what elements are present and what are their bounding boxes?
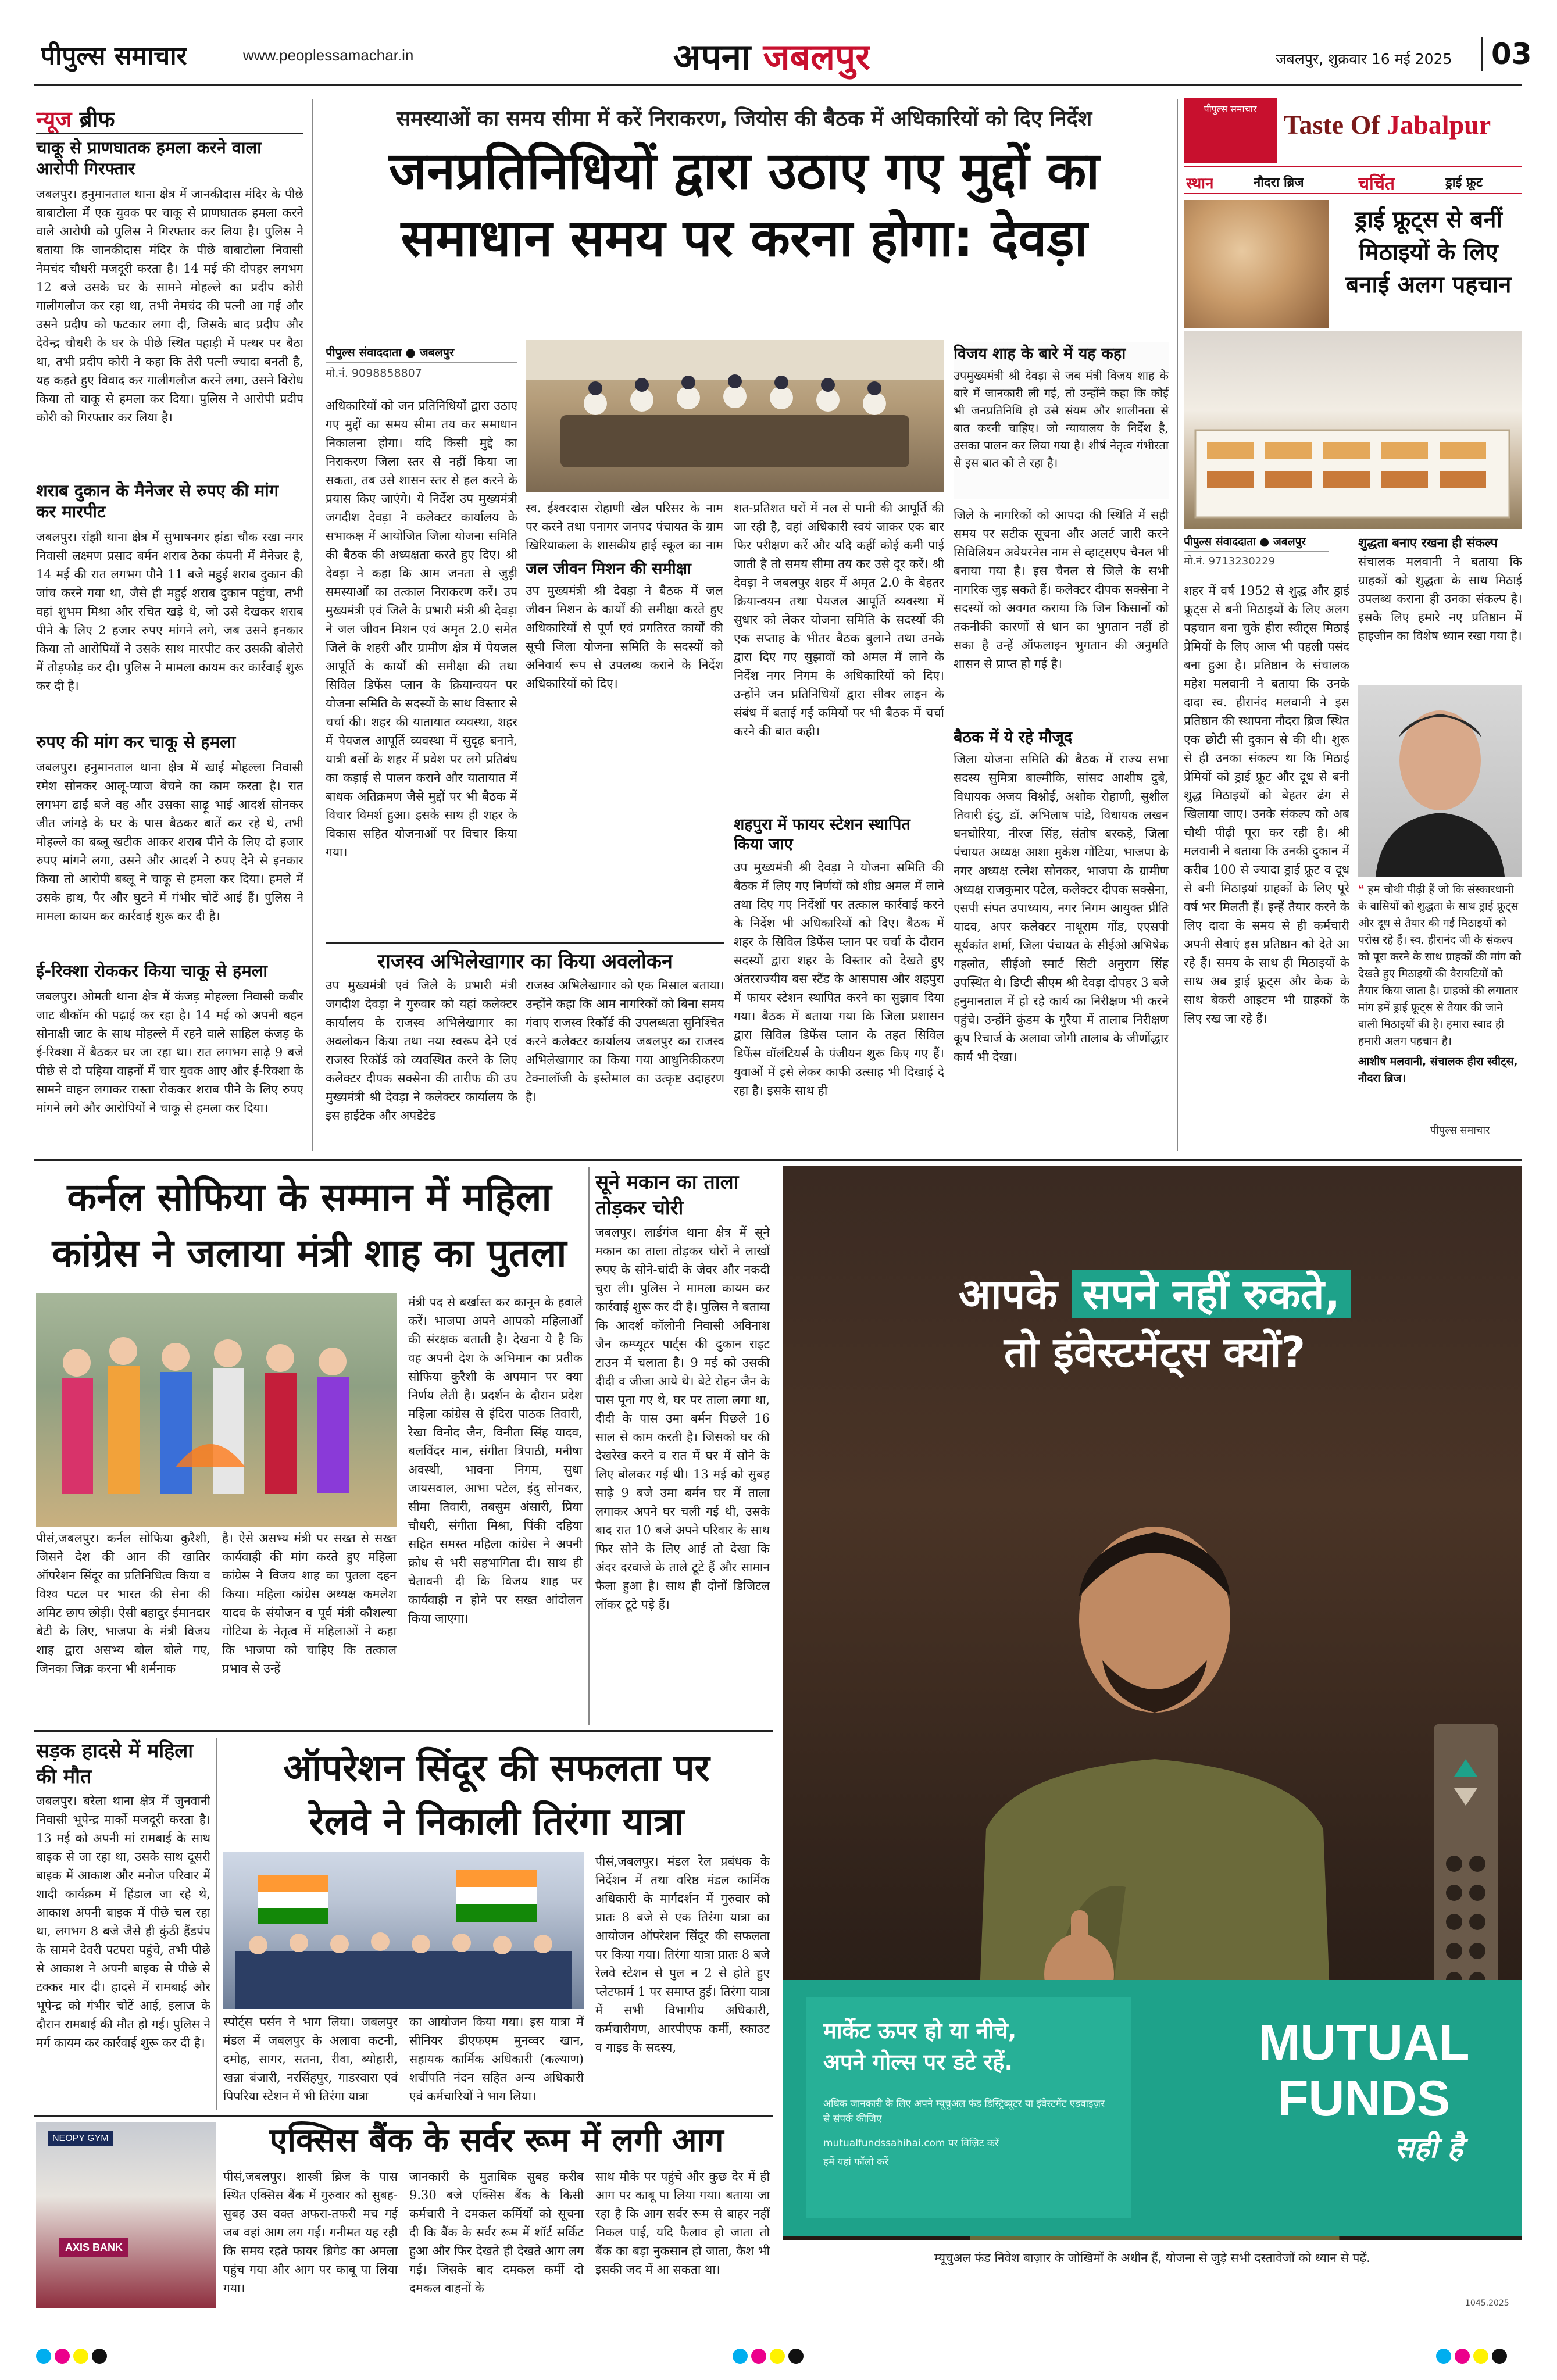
brief-item: [36, 731, 303, 963]
taste-logo-box: [1184, 98, 1277, 163]
ad-brand3: सही है: [1394, 2130, 1463, 2164]
brief-item: [36, 480, 303, 734]
sofia-col-2: है। ऐसे असभ्य मंत्री पर सख्त से सख्त कार्यवाही की मांग करते हुए महिला कांग्रेस ने विजय शाह का पुतला दहन किया। महिला कांग्रेस अध्यक्ष कमलेश यादव के संयोजन व पूर्व मंत्री कौशल्या गोटिया के नेतृत्व में महिलाओं ने कहा कि भाजपा को चाहिए कि तत्काल प्रभाव से उन्हें: [222, 1531, 397, 1675]
brief-item: [36, 960, 303, 1173]
taste-subhead: शुद्धता बनाए रखना ही संकल्प: [1358, 536, 1498, 551]
sofia-col-1: पीसं,जबलपुर। कर्नल सोफिया कुरैशी, जिसने देश की आन की खातिर ऑपरेशन सिंदूर का प्रतिनिधित्व किया व विश्व पटल पर भारत की सेना की अमिट छाप छोड़ी। ऐसी बहादुर ईमानदार बेटी के लिए, भाजपा के मंत्री विजय शाह द्वारा असभ्य बोल बोले गए, जिनका जिक्र करना भी शर्मनाक: [36, 1531, 210, 1675]
brief-label-a: न्यूज: [36, 106, 72, 132]
subhead-baithak: बैठक में ये रहे मौजूद: [954, 728, 1073, 746]
revenue-col-2: राजस्व अभिलेखागार को एक मिसाल बताया। उन्होंने कहा कि आम नागरिकों को बिना समय गंवाए राजस्व रिकॉर्ड की उपलब्धता सुनिश्चित करने कलेक्टर कार्यालय जबलपुर का राजस्व अभिलेखागार का किया गया आधुनिकीकरण टेक्नालॉजी के इस्तेमाल का उत्कृष्ट उदाहरण है।: [526, 978, 724, 1104]
accident-title: सड़क हादसे में महिला की मौत: [36, 1739, 194, 1788]
ad-brand: [1236, 2015, 1492, 2166]
subhead-fire: शहपुरा में फायर स्टेशन स्थापित किया जाए: [734, 816, 910, 853]
ad-highlight: सपने नहीं रुकते,: [1072, 1270, 1351, 1318]
taste-tabs: [1184, 166, 1522, 194]
brief-body: जबलपुर। हनुमानताल थाना क्षेत्र में खाई मोहल्ला निवासी रमेश सोनकर आलू-प्याज बेचने का काम करता है। रात लगभग ढाई बजे वह और उसका साढ़ू भाई आदर्श सोनकर जीत जांगड़े के घर के पास बैठकर बातें कर रहे थे, तभी मोहल्ले का बब्लू खटीक आकर शराब पीने के लिए दो हजार रुपए मांगने लगा, उसने और आदर्श ने रुपए देने से इनकार किया तो आरोपी बब्लू ने चाकू से हमला कर दिया। हमले में उसके हाथ, पैर और घुटने में गंभीर चोटें आई हैं। पुलिस ने मामला कायम कर कार्रवाई शुरू कर दी है।: [36, 760, 303, 923]
brief-rule: [36, 133, 303, 134]
ad-box-line2: अपने गोल्स पर डटे रहें.: [823, 2049, 1013, 2075]
brief-body: जबलपुर। ओमती थाना क्षेत्र में कंजड़ मोहल्ला निवासी कबीर जाट बीकॉम की पढ़ाई कर रहा है। 14 मई को अपनी बहन सोनाक्षी जाट के साथ मोहल्ले में रहने वाले साहिल कंजड़ के ई-रिक्शा में बैठकर घर जा रहा था। रात लगभग साढ़े 9 बजे पीछे से दो पहिया वाहनों में चार युवक आए और ई-रिक्शा के सामने वाहन लगाकर रास्ता रोककर शराब पीने के लिए रुपए मांगने लगे और आरोपियों ने चाकू से हमला कर दिया।: [36, 989, 303, 1115]
registration-dots-right: [1436, 2349, 1510, 2366]
lead-col-3b: उप मुख्यमंत्री श्री देवड़ा ने योजना समिति की बैठक में लिए गए निर्णयों को शीघ्र अमल में लाने तथा दिए गए निर्देशों पर तत्काल कार्रवाई करने के निर्देश भी अधिकारियों को दिए। बैठक में शहर के सिविल डिफेंस प्लान पर चर्चा के दौरान सदस्यों द्वारा शहर के विस्तार को देखते हुए अंतरराज्यीय बस स्टैंड के आसपास और शहपुरा में फायर स्टेशन स्थापित करने का सुझाव दिया गया। बैठक में बताया गया कि जिला प्रशासन द्वारा सिविल डिफेंस प्लान के तहत सिविल डिफेंस वॉलंटियर्स के पंजीयन शुरू किए गए हैं। युवाओं में इसे लेकर काफी उत्साह भी दिखाई दे रहा है। इसके साथ ही: [734, 860, 944, 1098]
tiranga-col-1: पीसं,जबलपुर। मंडल रेल प्रबंधक के निर्देशन में तथा वरिष्ठ मंडल कार्मिक अधिकारी के मार्गदर्शन में गुरुवार को प्रातः 8 बजे से एक तिरंगा यात्रा का आयोजन ऑपरेशन सिंदूर की सफलता पर किया गया। तिरंगा यात्रा प्रातः 8 बजे रेलवे स्टेशन से पुल न 2 से होते हुए प्लेटफार्म 1 पर समाप्त हुई। तिरंगा यात्रा में सभी विभागीय अधिकारी, कर्मचारीगण, आरपीएफ कर्मी, स्काउट व गाइड के सदस्य,: [595, 1854, 770, 2054]
column-divider: [216, 1738, 217, 2110]
sofia-headline-line1: कर्नल सोफिया के सम्मान में महिला: [67, 1175, 552, 1220]
quote-text: हम चौथी पीढ़ी हैं जो कि संस्कारधानी के वासियों को शुद्धता के साथ ड्राई फ्रूट्स और दूध से तैयार की गई मिठाइयों को परोस रहे हैं। स्व. हीरानंद जी के संकल्प को पूरा करने के साथ ग्राहकों की मांग को देखते हुए मिठाइयों की वैरायटियों को तैयार किया जाता है। ग्राहकों की लगातार मांग हमें ड्राई फ्रूट्स से तैयार की जाने वाली मिठाइयों की है। हमारा स्वाद ही हमारी अलग पहचान है।: [1358, 883, 1521, 1048]
lead-headline: [326, 137, 1163, 272]
shop-photo-graphic: [1184, 331, 1522, 529]
revenue-col-1: उप मुख्यमंत्री एवं जिले के प्रभारी मंत्री जगदीश देवड़ा ने गुरुवार को यहां कलेक्टर कार्यालय के राजस्व अभिलेखागार का अवलोकन किया तथा नया स्वरूप देने एवं राजस्व रिकॉर्ड को व्यवस्थित करने के लिए कलेक्टर दीपक सक्सेना की तारीफ की उप मुख्यमंत्री श्री देवड़ा ने कलेक्टर कार्यालय के इस हाईटेक और अपडेटेड: [326, 978, 517, 1123]
vijay-body: उपमुख्यमंत्री श्री देवड़ा से जब मंत्री विजय शाह के बारे में जानकारी ली गई, तो उन्होंने कहा कि कोई भी जनप्रतिनिधि हो उसे संयम और शालीनता से बात करनी चाहिए। जो न्यायालय के निर्देश है, उसका पालन कर लिया गया है। शीर्ष नेतृत्व गंभीरता से इस बात को ले रहा है।: [954, 369, 1169, 470]
taste-headline: ड्राई फ्रूट्स से बनीं मिठाइयों के लिए बनाई अलग पहचान: [1345, 206, 1512, 298]
axis-sign: AXIS BANK: [59, 2238, 128, 2257]
column-divider: [312, 99, 313, 1151]
masthead-title: [673, 31, 870, 80]
lead-col-2: स्व. ईश्वरदास रोहाणी खेल परिसर के नाम पर करने तथा पनागर जनपद पंचायत के ग्राम खिरियाकला के शासकीय हाई स्कूल का नाम: [526, 501, 723, 552]
registration-dots-mid: [733, 2349, 807, 2366]
accident-body: जबलपुर। बरेला थाना क्षेत्र में जुनवानी निवासी भूपेन्द्र मार्को मजदूरी करता है। 13 मई को अपनी मां रामबाई के साथ बाइक से जा रहा था, उसके साथ दूसरी बाइक में आकाश और मनोज परिवार में शादी कार्यक्रम में हिंडाल जा रहे थे, आकाश अपनी बाइक में पीछे चल रहा था, लगभग 8 बजे जैसे ही कुंठी हैंडपंप के सामने देवरी पटपरा पहुंचे, तभी पीछे से आकाश ने अपनी बाइक से पीछे से टक्कर मार दी। हादसे में रामबाई और भूपेन्द्र को गंभीर चोटें आई, इलाज के दौरान रामबाई की मौत हो गई। पुलिस ने मर्ग कायम कर कार्रवाई शुरू कर दी है।: [36, 1794, 210, 2050]
lead-mobile: मो.नं. 9098858807: [326, 362, 517, 380]
ad-line1: आपके: [958, 1270, 1058, 1318]
brief-title: शराब दुकान के मैनेजर से रुपए की मांग कर मारपीट: [36, 481, 279, 521]
tab-place-label: स्थान: [1186, 175, 1214, 192]
ad-white-box: [806, 1997, 1131, 2218]
ad-box-line1: मार्केट ऊपर हो या नीचे,: [823, 2018, 1017, 2043]
section-rule: [34, 1730, 773, 1732]
taste-title-city: Jabalpur: [1387, 110, 1491, 140]
masthead-logo: पीपुल्स समाचार: [41, 41, 187, 71]
revenue-box: [326, 942, 724, 1151]
axis-headline: एक्सिस बैंक के सर्वर रूम में लगी आग: [269, 2121, 724, 2159]
owner-photo: [1358, 685, 1522, 877]
ad-small1: अधिक जानकारी के लिए अपने म्यूचुअल फंड डिस्ट्रिब्यूटर या इंवेस्टमेंट एडवाइज़र से संपर्क कीजिए: [823, 2098, 1105, 2125]
taste-header: [1184, 98, 1522, 163]
lead-col-4: जिले के नागरिकों को आपदा की स्थिति में सही समय पर सटीक सूचना और अलर्ट जारी करने सिविलियन अवेयरनेस नाम से व्हाट्सएप चैनल भी बनाया गया है। इस चैनल से जिले के सभी नागरिक जुड़ सकते हैं। कलेक्टर दीपक सक्सेना ने सदस्यों को अवगत कराया कि जिन किसानों को तकनीकी कारणों से धान का भुगतान नहीं हो सका है उन्हें ऑफलाइन भुगतान की अनुमति शासन से प्राप्त हो गई है।: [954, 508, 1169, 671]
tiranga-headline-line2: रेलवे ने निकाली तिरंगा यात्रा: [309, 1800, 684, 1843]
tab-famous-label: चर्चित: [1358, 174, 1395, 194]
taste-col-1: शहर में वर्ष 1952 से शुद्ध और ड्राई फ्रूट्स से बनी मिठाइयों के लिए अलग पहचान बना चुके हीरा स्वीट्स मिठाई प्रेमियों के लिए आज भी पहली पसंद बना हुआ है। प्रतिष्ठान के संचालक महेश मलवानी ने बताया कि उनके दादा स्व. हीरानंद मलवानी ने इस प्रतिष्ठान की स्थापना नौदरा ब्रिज स्थित एक छोटी सी दुकान से की थी। शुरू से ही उनका संकल्प था कि मिठाई प्रेमियों को ड्राई फ्रूट और दूध से बनी शुद्ध मिठाइयों को बेहतर ढंग से खिलाया जाए। उनके संकल्प को अब चौथी पीढ़ी पूरा कर रही है। श्री मलवानी ने बताया कि उनकी दुकान में करीब 100 से ज्यादा ड्राई फ्रूट व दूध से बनी मिठाइयां ग्राहकों के लिए पूरे वर्ष भर मिलती हैं। इन्हें तैयार करने के लिए दादा के समय से ही कर्मचारी अपनी सेवाएं इस प्रतिष्ठान को देते आ रहे हैं। समय के साथ ही मिठाइयों के साथ अब ड्राई फ्रूट्स और केक के साथ बेकरी आइटम भी ग्राहकों के लिए रख जा रहे हैं।: [1184, 584, 1349, 1025]
ad-brand2: FUNDS: [1277, 2071, 1451, 2127]
brief-label-b: ब्रीफ: [79, 106, 115, 132]
axis-col-1: पीसं,जबलपुर। शास्त्री ब्रिज के पास स्थित एक्सिस बैंक में गुरुवार को सुबह-सुबह उस वक्त अफरा-तफरी मच गई जब वहां आग लग गई। गनीमत यह रही कि समय रहते फायर ब्रिगेड का अमला पहुंच गया और आग पर काबू पा लिया गया।: [223, 2170, 398, 2295]
mutual-fund-ad[interactable]: [783, 1166, 1522, 2277]
lead-col-2b: उप मुख्यमंत्री श्री देवड़ा ने बैठक में जल जीवन मिशन के कार्यों की समीक्षा करते हुए अधिकारियों से पूर्ण एवं प्रगतिरत कार्यों की सूची जिला योजना समिति के सदस्यों को अनिवार्य रूप से उपलब्ध कराने के निर्देश अधिकारियों को दिए।: [526, 584, 723, 691]
tiranga-headline: [223, 1742, 770, 1849]
column-divider: [588, 1167, 590, 1725]
lead-headline-line2: समाधान समय पर करना होगा: देवड़ा: [401, 208, 1088, 268]
masthead-date: जबलपुर, शुक्रवार 16 मई 2025: [1276, 51, 1452, 67]
taste-credit: पीपुल्स समाचार: [1430, 1124, 1490, 1137]
ad-code: 1045.2025: [1465, 2299, 1509, 2308]
quote-icon: ❝: [1358, 883, 1368, 896]
axis-photo: [36, 2122, 216, 2308]
meeting-photo-graphic: [526, 340, 944, 492]
column-divider: [1177, 99, 1178, 1151]
quote-author: आशीष मलवानी, संचालक हीरा स्वीट्स, नौदरा ब्रिज।: [1358, 1055, 1518, 1085]
taste-mobile: मो.नं. 9713230229: [1184, 551, 1329, 568]
axis-col-3: साथ मौके पर पहुंचे और कुछ देर में ही आग पर काबू पा लिया गया। बताया जा रहा है कि आग सर्वर रूम से बाहर नहीं निकल पाई, यदि फैलाव हो जाता तो बैंक का बड़ा नुकसान हो जाता, कैश भी इसकी जद में आ सकता था।: [595, 2170, 770, 2277]
sofia-headline: [36, 1170, 583, 1281]
brief-title: ई-रिक्शा रोककर किया चाकू से हमला: [36, 961, 267, 981]
gym-sign: NEOPY GYM: [48, 2131, 113, 2146]
lead-headline-line1: जनप्रतिनिधियों द्वारा उठाए गए मुद्दों का: [388, 141, 1100, 201]
ad-small2[interactable]: mutualfundssahihai.com पर विज़िट करें: [823, 2138, 999, 2149]
brief-item: [36, 137, 303, 464]
brief-title: रुपए की मांग कर चाकू से हमला: [36, 732, 236, 752]
protest-photo: [36, 1293, 397, 1527]
brief-title: चाकू से प्राणघातक हमला करने वाला आरोपी गिरफ्तार: [36, 138, 262, 178]
tiranga-photo-graphic: [223, 1852, 584, 2009]
lead-col-3: शत-प्रतिशत घरों में नल से पानी की आपूर्ति की जा रही है, वहां अधिकारी स्वयं जाकर एक बार फिर परीक्षण करें और यदि कहीं कोई कमी पाई जाती है तो समय सीमा तय कर उसे दूर करें। श्री देवड़ा ने जबलपुर शहर में अमृत 2.0 के बेहतर क्रियान्वयन तथा पेयजल आपूर्ति व्यवस्था में सुधार को लेकर योजना समिति के सदस्यों की एक सप्ताह के भीतर बैठक बुलाने तथा उनके द्वारा दिए गए सुझावों को अमल में लाने के निर्देश नगर निगम के अधिकारियों को दिए। उन्होंने जन प्रतिनिधियों द्वारा सीवर लाइन के संबंध में बताई गई कमियों पर भी बैठक में चर्चा करने की बात कही।: [734, 501, 944, 738]
theft-title: सूने मकान का ताला तोड़कर चोरी: [595, 1171, 739, 1220]
ad-headline: [893, 1265, 1416, 1381]
brief-body: जबलपुर। रांझी थाना क्षेत्र में सुभाषनगर झंडा चौक रखा नगर निवासी लक्ष्मण प्रसाद बर्मन शराब ठेका कंपनी में मैनेजर है, 14 मई की रात लगभग पौने 11 बजे महुई शराब दुकान की जांच करने गया था, जैसे ही महुई शराब दुकान पहुंचा, तभी वहां शुभम मिश्रा और रचित खड़े थे, जो उसे देखकर शराब पीने के लिए 2 हजार रुपए मांगने लगे, जब उसने इनकार किया तो आरोपियों ने उसके साथ मारपीट कर उसकी बोलेरो में तोड़फोड़ कर दी। पुलिस ने मामला कायम कर कार्रवाई शुरू कर दी है।: [36, 530, 303, 693]
axis-col-2: जानकारी के मुताबिक सुबह करीब 9.30 बजे एक्सिस बैंक के किसी कर्मचारी ने दमकल कर्मियों को सूचना दी कि बैंक के सर्वर रूम में शॉर्ट सर्किट हुआ और फिर देखते ही देखते आग लग गई। जिसके बाद दमकल कर्मी दो दमकल वाहनों के: [409, 2170, 584, 2295]
brief-body: जबलपुर। हनुमानताल थाना क्षेत्र में जानकीदास मंदिर के पीछे बाबाटोला में एक युवक पर चाकू से प्राणघातक हमला करने वाले आरोपी को पुलिस ने गिरफ्तार कर लिया है। पुलिस ने बताया कि जानकीदास मंदिर के पीछे बाबाटोला निवासी नेमचंद चौधरी मजदूरी करता है। 14 मई की दोपहर लगभग 12 बजे उसके घर के सामने मोहल्ले का प्रदीप कोरी गालीगलौज कर रहा था, तभी नेमचंद की पत्नी आ गई और उसने प्रदीप को फटकार लगा दी, जिसके बाद प्रदीप और देवेन्द्र चौधरी के घर के पीछे स्थित पहाड़ी में पत्थर पर बैठा था, तभी प्रदीप कोरी ने कहा कि तेरी पत्नी ज्यादा बनती है, यह कहते हुए विवाद कर गालीगलौज करने लगा, उसने विरोध किया तो चाकू से हमला कर दिया। पुलिस ने आरोपी प्रदीप कोरी को गिरफ्तार कर लिया है।: [36, 187, 303, 424]
sofia-headline-line2: कांग्रेस ने जलाया मंत्री शाह का पुतला: [52, 1231, 567, 1275]
ad-line2: तो इंवेस्टमेंट्स क्यों?: [1004, 1328, 1306, 1377]
dryfruit-photo: [1184, 200, 1329, 328]
theft-body: जबलपुर। लार्डगंज थाना क्षेत्र में सूने मकान का ताला तोड़कर चोरों ने लाखों रुपए के सोने-चांदी के जेवर और नकदी चुरा ली। पुलिस ने मामला कायम कर कार्रवाई शुरू कर दी है। पुलिस ने बताया कि आदर्श कॉलोनी निवासी अविनाश जैन कम्प्यूटर पार्ट्स की दुकान राइट टाउन में चलाता है। 9 मई को उसकी दीदी व जीजा आये थे। बेटे रोहन जैन के पास पूना गए थे, घर पर ताला लगा था, दीदी के पास उमा बर्मन पिछले 16 साल से काम करती है। जिसको घर की देखरेख करने व रात में घर में सोने के लिए बोलकर गई थी। 13 मई को सुबह साढ़े 9 बजे उमा बर्मन घर में ताला लगाकर अपने घर चली गई थी, उसके बाद रात 10 बजे अपने परिवार के साथ फिर सोने के लिए आई तो देखा कि अंदर दरवाजे के ताले टूटे हैं और सामान फैला हुआ है। साथ ही दोनों डिजिटल लॉकर टूटे पड़े हैं।: [595, 1225, 770, 1611]
taste-logo: पीपुल्स समाचार: [1204, 103, 1257, 115]
tiranga-headline-line1: ऑपरेशन सिंदूर की सफलता पर: [283, 1747, 710, 1790]
shop-photo: [1184, 331, 1522, 529]
ad-teal-box: [783, 1980, 1522, 2236]
taste-title: [1284, 109, 1491, 140]
taste-title-a: Taste Of: [1284, 110, 1380, 140]
page-number: 03: [1481, 37, 1532, 71]
title-city: जबलपुर: [763, 35, 870, 78]
taste-byline: पीपुल्स संवाददाता ● जबलपुर: [1184, 535, 1306, 548]
subhead-vijay: विजय शाह के बारे में यह कहा: [954, 345, 1126, 363]
protest-photo-graphic: [36, 1293, 397, 1527]
tiranga-col-3: का आयोजन किया गया। इस यात्रा में सीनियर डीएफएम मुनव्वर खान, सहायक कार्मिक अधिकारी (कल्याण) शचींपति नंदन सहित अन्य अधिकारी एवं कर्मचारियों ने भाग लिया।: [409, 2015, 584, 2103]
tab-place-value: नौदरा ब्रिज: [1254, 176, 1304, 190]
vijay-box: [954, 342, 1169, 499]
lead-col-4b: जिला योजना समिति की बैठक में राज्य सभा सदस्य सुमित्रा बाल्मीकि, सांसद आशीष दुबे, विधायक अजय विश्नोई, अशोक रोहाणी, सुशील तिवारी इंदु, डॉ. अभिलाष पांडे, विधायक लखन घनघोरिया, नीरज सिंह, संतोष बरकड़े, जिला पंचायत अध्यक्ष आशा मुकेश गोंटिया, भाजपा के नगर अध्यक्ष रत्नेश सोनकर, भाजपा के ग्रामीण अध्यक्ष राजकुमार पटेल, कलेक्टर दीपक सक्सेना, एसपी संपत उपाध्याय, नगर निगम आयुक्त प्रीति यादव, अपर कलेक्टर नाथूराम गोंड, एएसपी सूर्यकांत शर्मा, जिला पंचायत के सीईओ अभिषेक गहलोत, सीईओ स्मार्ट सिटी अनुराग सिंह उपस्थित थे। डिप्टी सीएम श्री देवड़ा दोपहर 3 बजे हनुमानताल में हो रहे कार्य का निरीक्षण भी करने पहुंचे। उन्होंने कुंडम के गुरैया में तालाब निरीक्षण कूप रिचार्ज के अलावा जोगी तालाब के जीर्णोद्धार कार्य भी देखा।: [954, 752, 1169, 1064]
taste-byline-box: [1184, 534, 1329, 568]
masthead: [34, 29, 1532, 83]
taste-quote: [1358, 881, 1522, 1114]
lead-col-1: अधिकारियों को जन प्रतिनिधियों द्वारा उठाए गए मुद्दों का समय सीमा तय कर समाधान निकालना होगा। यदि किसी मुद्दे का निराकरण जिला स्तर से नहीं किया जा सकता, तब उसे शासन स्तर से हल करने के प्रयास किए जाएंगे। ये निर्देश उप मुख्यमंत्री जगदीश देवड़ा ने कलेक्टर कार्यालय के सभाकक्ष में आयोजित जिला योजना समिति की बैठक की अध्यक्षता करते हुए दिए। श्री देवड़ा ने कहा कि आम जनता से जुड़ी समस्याओं का तत्काल निराकरण करें। उप मुख्यमंत्री एवं जिले के प्रभारी मंत्री श्री देवड़ा ने जल जीवन मिशन एवं अमृत 2.0 समेत जिले के शहरी और ग्रामीण क्षेत्र में पेयजल आपूर्ति के कार्यों की समीक्षा की तथा सिविल डिफेंस प्लान के क्रियान्वयन पर योजना समिति के सदस्यों के साथ विस्तार से चर्चा की। शहर की यातायात व्यवस्था, शहर में पेयजल आपूर्ति व्यवस्था में सुदृढ़ बनाने, यात्री बसों के शहर में प्रवेश पर लगे प्रतिबंध का कड़ाई से पालन कराने और यातायात में बाधक अतिक्रमण जैसे मुद्दों पर भी बैठक में विचार विमर्श हुआ। इसके साथ ही शहर के विकास सहित योजनाओं पर विचार किया गया।: [326, 399, 517, 859]
title-prefix: अपना: [673, 35, 751, 78]
section-rule: [34, 2115, 773, 2117]
taste-col-2: संचालक मलवानी ने बताया कि ग्राहकों को शुद्धता के साथ मिठाई उपलब्ध कराना ही उनका संकल्प है। इसके लिए हमारे नए प्रतिष्ठान में हाइजीन का विशेष ध्यान रखा गया है।: [1358, 555, 1522, 643]
sofia-col-3: मंत्री पद से बर्खास्त कर कानून के हवाले करें। भाजपा अपने आपको महिलाओं की संरक्षक बताती है। देखना ये है कि वह अपनी देश के अभिमान का प्रतीक सोफिया कुरैशी के अपमान पर क्या निर्णय लेती है। प्रदर्शन के दौरान प्रदेश महिला कांग्रेस से इंदिरा पाठक तिवारी, रेखा विनोद जैन, विनीता सिंह यादव, बलविंदर मान, संगीता त्रिपाठी, मनीषा अवस्थी, भावना निगम, सुधा जायसवाल, आभा पटेल, इंदु सोनकर, सीमा तिवारी, तबसुम अंसारी, प्रिया चौधरी, संगीता मिश्रा, पिंकी दहिया सहित समस्त महिला कांग्रेस ने अपनी क्रोध से भरी सहभागिता दी। साथ ही चेतावनी दी कि विजय शाह पर कार्यवाही न होने पर सख्त आंदोलन किया जाएगा।: [408, 1295, 583, 1625]
subhead-jal: जल जीवन मिशन की समीक्षा: [526, 560, 691, 578]
lead-byline-box: [326, 344, 517, 380]
tab-famous-value: ड्राई फ्रूट: [1445, 176, 1483, 190]
tiranga-photo: [223, 1852, 584, 2009]
tiranga-col-2: स्पोर्ट्स पर्सन ने भाग लिया। जबलपुर मंडल में जबलपुर के अलावा कटनी, दमोह, सागर, सतना, रीवा, ब्योहारी, खन्ना बंजारी, नरसिंहपुर, गाडरवारा एवं पिपरिया स्टेशन में भी तिरंगा यात्रा: [223, 2015, 398, 2103]
news-brief-label: [36, 103, 115, 134]
ad-small3: हमें यहां फॉलो करें: [823, 2156, 889, 2168]
revenue-title: राजस्व अभिलेखागार का किया अवलोकन: [377, 950, 673, 973]
lead-byline: पीपुल्स संवाददाता ● जबलपुर: [326, 345, 455, 359]
ad-brand1: MUTUAL: [1258, 2015, 1470, 2071]
meeting-photo: [526, 340, 944, 492]
registration-dots-left: [36, 2349, 110, 2366]
section-rule: [34, 1159, 1522, 1161]
masthead-rule: [34, 84, 1522, 86]
lead-kicker: समस्याओं का समय सीमा में करें निराकरण, जियोस की बैठक में अधिकारियों को दिए निर्देश: [396, 107, 1092, 131]
ad-disclaimer: म्यूचुअल फंड निवेश बाज़ार के जोखिमों के अधीन हैं, योजना से जुड़े सभी दस्तावेजों को ध्यान से पढ़ें.: [783, 2240, 1522, 2277]
owner-photo-graphic: [1358, 685, 1522, 877]
masthead-url[interactable]: www.peoplessamachar.in: [243, 47, 414, 64]
